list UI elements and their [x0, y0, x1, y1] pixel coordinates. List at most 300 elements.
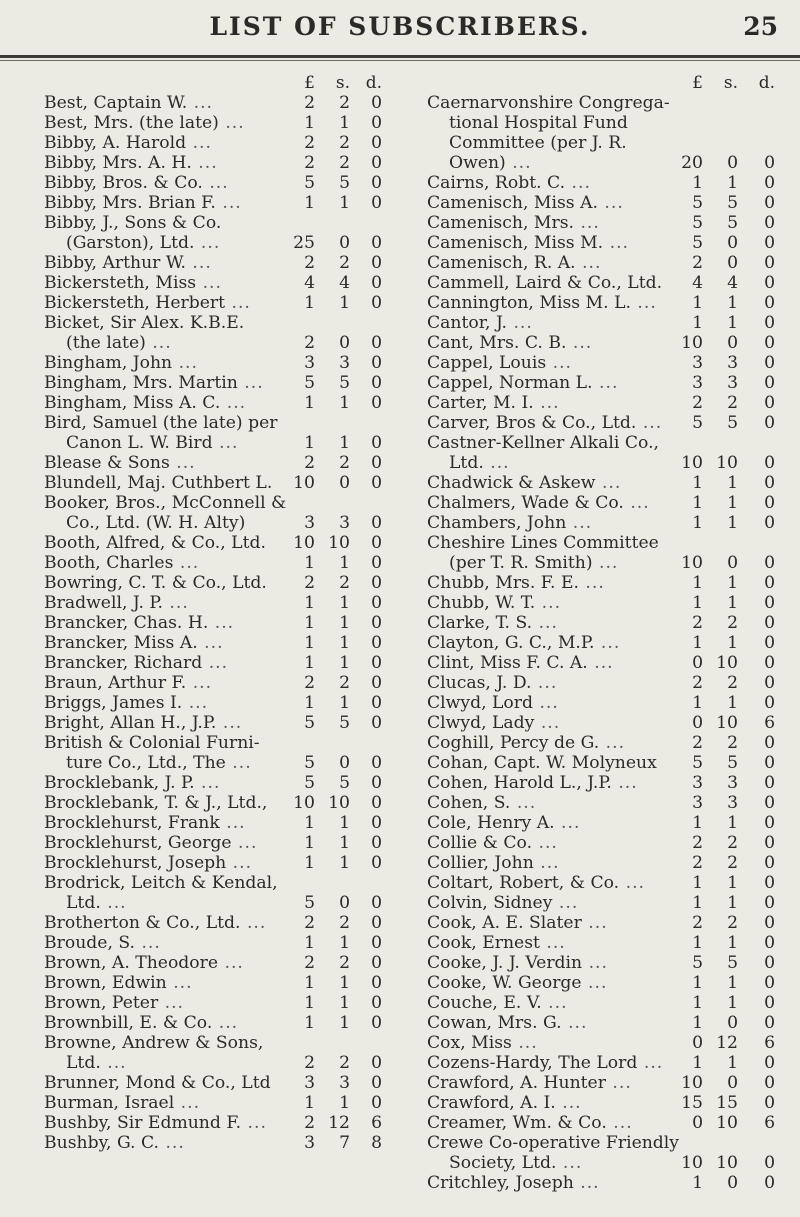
subscriber-entry [427, 653, 779, 673]
leader-dots: ... [605, 1073, 632, 1093]
pounds-amount: 5 [304, 773, 315, 793]
leader-dots: ... [100, 1053, 127, 1073]
leader-dots: ... [166, 973, 193, 993]
subscriber-entry [44, 1053, 392, 1073]
pounds-amount: 1 [692, 893, 703, 913]
pounds-amount: 1 [304, 813, 315, 833]
subscriber-name: Brownbill, E. & Co. ... [44, 1013, 239, 1033]
pence-amount: 0 [371, 973, 382, 993]
pounds-amount: 3 [304, 353, 315, 373]
pounds-amount: 5 [304, 713, 315, 733]
subscriber-entry [427, 1033, 779, 1053]
pence-amount: 0 [764, 873, 775, 893]
leader-dots: ... [619, 873, 645, 893]
subscriber-entry [44, 733, 392, 753]
subscriber-entry [44, 393, 392, 413]
shillings-header: s. [723, 73, 738, 93]
subscriber-entry [427, 453, 779, 473]
subscriber-entry [427, 693, 779, 713]
subscriber-name: Cowan, Mrs. G. ... [427, 1013, 588, 1033]
leader-dots: ... [554, 813, 581, 833]
pence-amount: 0 [764, 153, 775, 173]
subscriber-entry [427, 933, 779, 953]
subscriber-name: Brancker, Richard ... [44, 653, 229, 673]
subscriber-entry [44, 613, 392, 633]
shillings-amount: 4 [727, 273, 738, 293]
subscriber-name: Cappel, Louis ... [427, 353, 573, 373]
subscriber-entry [427, 1133, 779, 1153]
subscriber-name: Bingham, Mrs. Martin ... [44, 373, 264, 393]
subscriber-name: Ltd. ... [66, 1053, 127, 1073]
shillings-amount: 0 [727, 1073, 738, 1093]
pounds-amount: 1 [304, 193, 315, 213]
leader-dots: ... [535, 593, 562, 613]
shillings-amount: 3 [339, 513, 350, 533]
leader-dots: ... [135, 933, 161, 953]
leader-dots: ... [202, 173, 229, 193]
shillings-amount: 5 [339, 713, 350, 733]
pounds-amount: 3 [304, 513, 315, 533]
subscriber-entry [44, 573, 392, 593]
pence-amount: 0 [371, 613, 382, 633]
pounds-amount: 2 [304, 253, 315, 273]
pounds-amount: 1 [304, 633, 315, 653]
subscriber-name: Cammell, Laird & Co., Ltd. [427, 273, 663, 293]
subscriber-entry [44, 1093, 392, 1113]
subscriber-name: Bibby, J., Sons & Co. [44, 213, 222, 233]
leader-dots: ... [145, 333, 172, 353]
pence-amount: 0 [764, 553, 775, 573]
subscriber-entry [427, 1153, 779, 1173]
leader-dots: ... [636, 413, 663, 433]
shillings-amount: 0 [727, 233, 738, 253]
subscriber-name: Collier, John ... [427, 853, 560, 873]
shillings-amount: 3 [727, 793, 738, 813]
subscriber-name: Ltd. ... [66, 893, 127, 913]
subscriber-entry [44, 233, 392, 253]
shillings-amount: 3 [727, 773, 738, 793]
pounds-amount: 1 [304, 1013, 315, 1033]
leader-dots: ... [231, 833, 258, 853]
subscriber-entry [44, 1013, 392, 1033]
subscriber-name: Brancker, Chas. H. ... [44, 613, 235, 633]
pounds-amount: 10 [681, 1153, 703, 1173]
subscriber-name: Carver, Bros & Co., Ltd. ... [427, 413, 663, 433]
pence-amount: 0 [371, 453, 382, 473]
pence-amount: 0 [371, 353, 382, 373]
shillings-amount: 10 [328, 793, 350, 813]
leader-dots: ... [218, 113, 245, 133]
leader-dots: ... [225, 293, 251, 313]
subscriber-entry [427, 593, 779, 613]
subscriber-name: Bushby, Sir Edmund F. ... [44, 1113, 267, 1133]
pence-amount: 0 [371, 233, 382, 253]
leader-dots: ... [219, 813, 246, 833]
subscriber-name: Cohen, S. ... [427, 793, 537, 813]
shillings-amount: 1 [339, 1013, 350, 1033]
subscriber-name: Cole, Henry A. ... [427, 813, 581, 833]
shillings-amount: 1 [727, 993, 738, 1013]
pounds-amount: 1 [304, 433, 315, 453]
subscriber-name: Clucas, J. D. ... [427, 673, 558, 693]
pounds-amount: 1 [692, 813, 703, 833]
leader-dots: ... [573, 213, 600, 233]
subscriber-name: Best, Mrs. (the late) ... [44, 113, 245, 133]
subscriber-entry [427, 153, 779, 173]
subscriber-name: Couche, E. V. ... [427, 993, 568, 1013]
leader-dots: ... [566, 333, 593, 353]
pounds-amount: 2 [304, 1113, 315, 1133]
pounds-amount: 1 [304, 653, 315, 673]
leader-dots: ... [159, 1133, 185, 1153]
shillings-amount: 12 [328, 1113, 350, 1133]
pence-amount: 0 [764, 773, 775, 793]
subscriber-name: Brown, Edwin ... [44, 973, 193, 993]
pence-amount: 0 [764, 933, 775, 953]
pence-amount: 0 [371, 833, 382, 853]
pence-amount: 0 [371, 673, 382, 693]
shillings-amount: 0 [727, 553, 738, 573]
subscriber-entry [44, 473, 392, 493]
subscriber-entry [427, 793, 779, 813]
pence-amount: 0 [764, 1073, 775, 1093]
subscriber-name: Camenisch, Miss A. ... [427, 193, 624, 213]
pounds-amount: 3 [692, 793, 703, 813]
subscriber-name: Brunner, Mond & Co., Ltd [44, 1073, 271, 1093]
subscriber-entry [427, 953, 779, 973]
shillings-amount: 0 [339, 753, 350, 773]
subscriber-name: Brocklebank, J. P. ... [44, 773, 221, 793]
leader-dots: ... [606, 1113, 633, 1133]
pence-amount: 0 [764, 853, 775, 873]
shillings-amount: 2 [727, 853, 738, 873]
pounds-amount: 1 [304, 853, 315, 873]
pence-amount: 0 [371, 373, 382, 393]
subscriber-name: Bickersteth, Miss ... [44, 273, 222, 293]
subscriber-entry [427, 433, 779, 453]
subscriber-entry [427, 573, 779, 593]
subscriber-entry [427, 633, 779, 653]
subscriber-entry [44, 413, 392, 433]
subscriber-name: Brocklehurst, Frank ... [44, 813, 246, 833]
pence-amount: 0 [371, 793, 382, 813]
shillings-amount: 0 [727, 253, 738, 273]
shillings-amount: 10 [716, 1113, 738, 1133]
pounds-amount: 3 [692, 373, 703, 393]
pounds-amount: 2 [304, 673, 315, 693]
leader-dots: ... [623, 493, 650, 513]
subscriber-name: Cook, Ernest ... [427, 933, 566, 953]
shillings-amount: 1 [339, 433, 350, 453]
subscriber-entry [44, 293, 392, 313]
pence-amount: 0 [764, 673, 775, 693]
subscriber-name: Cairns, Robt. C. ... [427, 173, 591, 193]
subscriber-name: Broude, S. ... [44, 933, 161, 953]
pounds-amount: 4 [692, 273, 703, 293]
pence-amount: 0 [764, 953, 775, 973]
subscriber-entry [427, 773, 779, 793]
shillings-amount: 5 [339, 373, 350, 393]
subscriber-entry [427, 213, 779, 233]
pence-amount: 0 [371, 433, 382, 453]
subscriber-entry [427, 1053, 779, 1073]
shillings-amount: 1 [339, 813, 350, 833]
shillings-amount: 1 [727, 973, 738, 993]
shillings-amount: 1 [727, 933, 738, 953]
leader-dots: ... [226, 853, 253, 873]
leader-dots: ... [581, 973, 608, 993]
subscriber-name: Collie & Co. ... [427, 833, 558, 853]
pounds-amount: 10 [293, 533, 315, 553]
leader-dots: ... [196, 273, 222, 293]
subscriber-name: Briggs, James I. ... [44, 693, 209, 713]
subscriber-entry [44, 93, 392, 113]
pounds-amount: 2 [692, 253, 703, 273]
subscriber-name: Bicket, Sir Alex. K.B.E. [44, 313, 245, 333]
pounds-amount: 2 [304, 453, 315, 473]
pence-amount: 0 [371, 533, 382, 553]
subscriber-entry [44, 673, 392, 693]
subscriber-entry [427, 553, 779, 573]
pence-amount: 0 [764, 653, 775, 673]
subscriber-name: Critchley, Joseph ... [427, 1173, 600, 1193]
leader-dots: ... [187, 93, 214, 113]
pence-amount: 0 [371, 193, 382, 213]
subscriber-name: Best, Captain W. ... [44, 93, 214, 113]
shillings-amount: 2 [727, 613, 738, 633]
subscriber-entry [427, 513, 779, 533]
pounds-amount: 1 [692, 173, 703, 193]
pence-amount: 0 [371, 93, 382, 113]
pounds-amount: 1 [692, 973, 703, 993]
subscriber-name: Braun, Arthur F. ... [44, 673, 213, 693]
pounds-amount: 1 [692, 1053, 703, 1073]
subscriber-entry [427, 313, 779, 333]
leader-dots: ... [532, 833, 558, 853]
pounds-amount: 25 [293, 233, 315, 253]
pounds-amount: 5 [692, 753, 703, 773]
pounds-amount: 2 [304, 93, 315, 113]
shillings-amount: 3 [727, 353, 738, 373]
shillings-amount: 1 [727, 693, 738, 713]
leader-dots: ... [597, 193, 624, 213]
shillings-amount: 1 [339, 1093, 350, 1113]
subscriber-entry [427, 113, 779, 133]
shillings-amount: 1 [339, 973, 350, 993]
subscriber-name: Chadwick & Askew ... [427, 473, 622, 493]
subscriber-name: Crawford, A. Hunter ... [427, 1073, 632, 1093]
leader-dots: ... [182, 693, 209, 713]
shillings-amount: 0 [339, 473, 350, 493]
leader-dots: ... [573, 1173, 600, 1193]
subscriber-name: Committee (per J. R. [449, 133, 627, 153]
pounds-amount: 1 [304, 593, 315, 613]
pence-amount: 0 [764, 573, 775, 593]
shillings-amount: 1 [727, 593, 738, 613]
pounds-amount: 5 [304, 373, 315, 393]
shillings-amount: 0 [727, 153, 738, 173]
shillings-amount: 0 [339, 333, 350, 353]
subscriber-name: Ltd. ... [449, 453, 510, 473]
shillings-amount: 1 [339, 853, 350, 873]
leader-dots: ... [220, 393, 247, 413]
pence-amount: 0 [764, 813, 775, 833]
subscriber-entry [427, 133, 779, 153]
subscriber-entry [44, 1073, 392, 1093]
leader-dots: ... [565, 173, 591, 193]
subscriber-name: Bibby, Mrs. Brian F. ... [44, 193, 242, 213]
subscriber-name: Cooke, J. J. Verdin ... [427, 953, 608, 973]
leader-dots: ... [158, 993, 185, 1013]
subscriber-entry [44, 153, 392, 173]
pounds-amount: 10 [681, 1073, 703, 1093]
shillings-amount: 3 [339, 353, 350, 373]
subscriber-entry [427, 1113, 779, 1133]
pence-amount: 0 [371, 333, 382, 353]
shillings-amount: 1 [727, 633, 738, 653]
shillings-amount: 2 [727, 913, 738, 933]
leader-dots: ... [483, 453, 510, 473]
subscriber-entry [427, 853, 779, 873]
subscriber-name: Burman, Israel ... [44, 1093, 201, 1113]
subscriber-name: Owen) ... [449, 153, 532, 173]
pence-amount: 0 [764, 453, 775, 473]
subscriber-entry [44, 253, 392, 273]
pounds-amount: 2 [692, 853, 703, 873]
subscriber-name: Cantor, J. ... [427, 313, 533, 333]
subscriber-entry [44, 913, 392, 933]
subscriber-name: Camenisch, Mrs. ... [427, 213, 600, 233]
subscriber-name: Co., Ltd. (W. H. Alty) [66, 513, 246, 533]
shillings-amount: 5 [727, 953, 738, 973]
leader-dots: ... [599, 733, 626, 753]
leader-dots: ... [100, 893, 127, 913]
leader-dots: ... [539, 933, 566, 953]
shillings-amount: 10 [716, 653, 738, 673]
shillings-amount: 2 [339, 453, 350, 473]
pence-amount: 0 [371, 773, 382, 793]
pounds-amount: 2 [304, 133, 315, 153]
pence-amount: 0 [764, 473, 775, 493]
shillings-amount: 0 [727, 333, 738, 353]
leader-dots: ... [208, 613, 235, 633]
pounds-amount: 1 [692, 633, 703, 653]
pounds-amount: 5 [304, 893, 315, 913]
subscriber-entry [44, 273, 392, 293]
leader-dots: ... [194, 233, 221, 253]
subscriber-entry [427, 993, 779, 1013]
pounds-amount: 2 [692, 913, 703, 933]
subscriber-name: ture Co., Ltd., The ... [66, 753, 252, 773]
leader-dots: ... [595, 473, 622, 493]
subscriber-name: Clwyd, Lord ... [427, 693, 559, 713]
shillings-amount: 2 [727, 393, 738, 413]
pence-amount: 0 [764, 393, 775, 413]
pounds-amount: 2 [692, 833, 703, 853]
leader-dots: ... [541, 993, 568, 1013]
pence-amount: 6 [764, 713, 775, 733]
pence-amount: 0 [371, 1013, 382, 1033]
pounds-amount: 5 [304, 753, 315, 773]
subscriber-entry [44, 133, 392, 153]
leader-dots: ... [241, 1113, 267, 1133]
subscriber-entry [44, 373, 392, 393]
shillings-amount: 12 [716, 1033, 738, 1053]
pence-amount: 0 [764, 973, 775, 993]
leader-dots: ... [581, 913, 608, 933]
currency-header [44, 73, 392, 93]
subscriber-name: Clarke, T. S. ... [427, 613, 558, 633]
subscriber-name: (the late) ... [66, 333, 172, 353]
subscriber-entry [44, 553, 392, 573]
leader-dots: ... [587, 653, 614, 673]
subscriber-column-right [427, 73, 779, 1193]
leader-dots: ... [511, 1033, 538, 1053]
subscriber-entry [44, 993, 392, 1013]
pence-amount: 8 [371, 1133, 382, 1153]
shillings-amount: 3 [727, 373, 738, 393]
subscriber-name: Brown, Peter ... [44, 993, 185, 1013]
leader-dots: ... [212, 433, 239, 453]
subscriber-entry [44, 113, 392, 133]
pounds-amount: 2 [304, 953, 315, 973]
leader-dots: ... [531, 673, 558, 693]
pence-amount: 0 [764, 1053, 775, 1073]
pounds-amount: 2 [304, 1053, 315, 1073]
pounds-amount: 1 [304, 393, 315, 413]
subscriber-name: Bibby, A. Harold ... [44, 133, 212, 153]
subscriber-entry [44, 753, 392, 773]
pounds-amount: 1 [304, 993, 315, 1013]
shillings-amount: 2 [339, 953, 350, 973]
leader-dots: ... [218, 953, 244, 973]
leader-dots: ... [215, 193, 242, 213]
pence-amount: 0 [764, 1013, 775, 1033]
pounds-amount: 2 [692, 673, 703, 693]
pence-amount: 6 [764, 1033, 775, 1053]
subscriber-entry [427, 253, 779, 273]
subscriber-name: Creamer, Wm. & Co. ... [427, 1113, 633, 1133]
pence-amount: 0 [764, 733, 775, 753]
shillings-amount: 3 [339, 1073, 350, 1093]
subscriber-entry [44, 453, 392, 473]
shillings-amount: 1 [727, 293, 738, 313]
subscriber-entry [427, 93, 779, 113]
subscriber-entry [427, 813, 779, 833]
pence-amount: 0 [764, 373, 775, 393]
pence-amount: 0 [764, 1153, 775, 1173]
shillings-amount: 2 [339, 133, 350, 153]
pence-amount: 0 [764, 233, 775, 253]
leader-dots: ... [532, 613, 558, 633]
currency-header [427, 73, 779, 93]
pence-amount: 0 [764, 993, 775, 1013]
pence-amount: 0 [371, 1093, 382, 1113]
subscriber-name: Brotherton & Co., Ltd. ... [44, 913, 267, 933]
shillings-amount: 10 [716, 713, 738, 733]
subscriber-name: Cappel, Norman L. ... [427, 373, 619, 393]
pounds-amount: 1 [304, 1093, 315, 1113]
subscriber-name: Blundell, Maj. Cuthbert L. [44, 473, 273, 493]
subscriber-entry [427, 613, 779, 633]
subscriber-name: Brocklehurst, Joseph ... [44, 853, 253, 873]
pence-header: d. [365, 73, 382, 93]
shillings-amount: 2 [339, 673, 350, 693]
subscriber-name: Clayton, G. C., M.P. ... [427, 633, 621, 653]
subscriber-name: Bird, Samuel (the late) per [44, 413, 278, 433]
subscriber-name: Coltart, Robert, & Co. ... [427, 873, 645, 893]
subscriber-entry [44, 433, 392, 453]
